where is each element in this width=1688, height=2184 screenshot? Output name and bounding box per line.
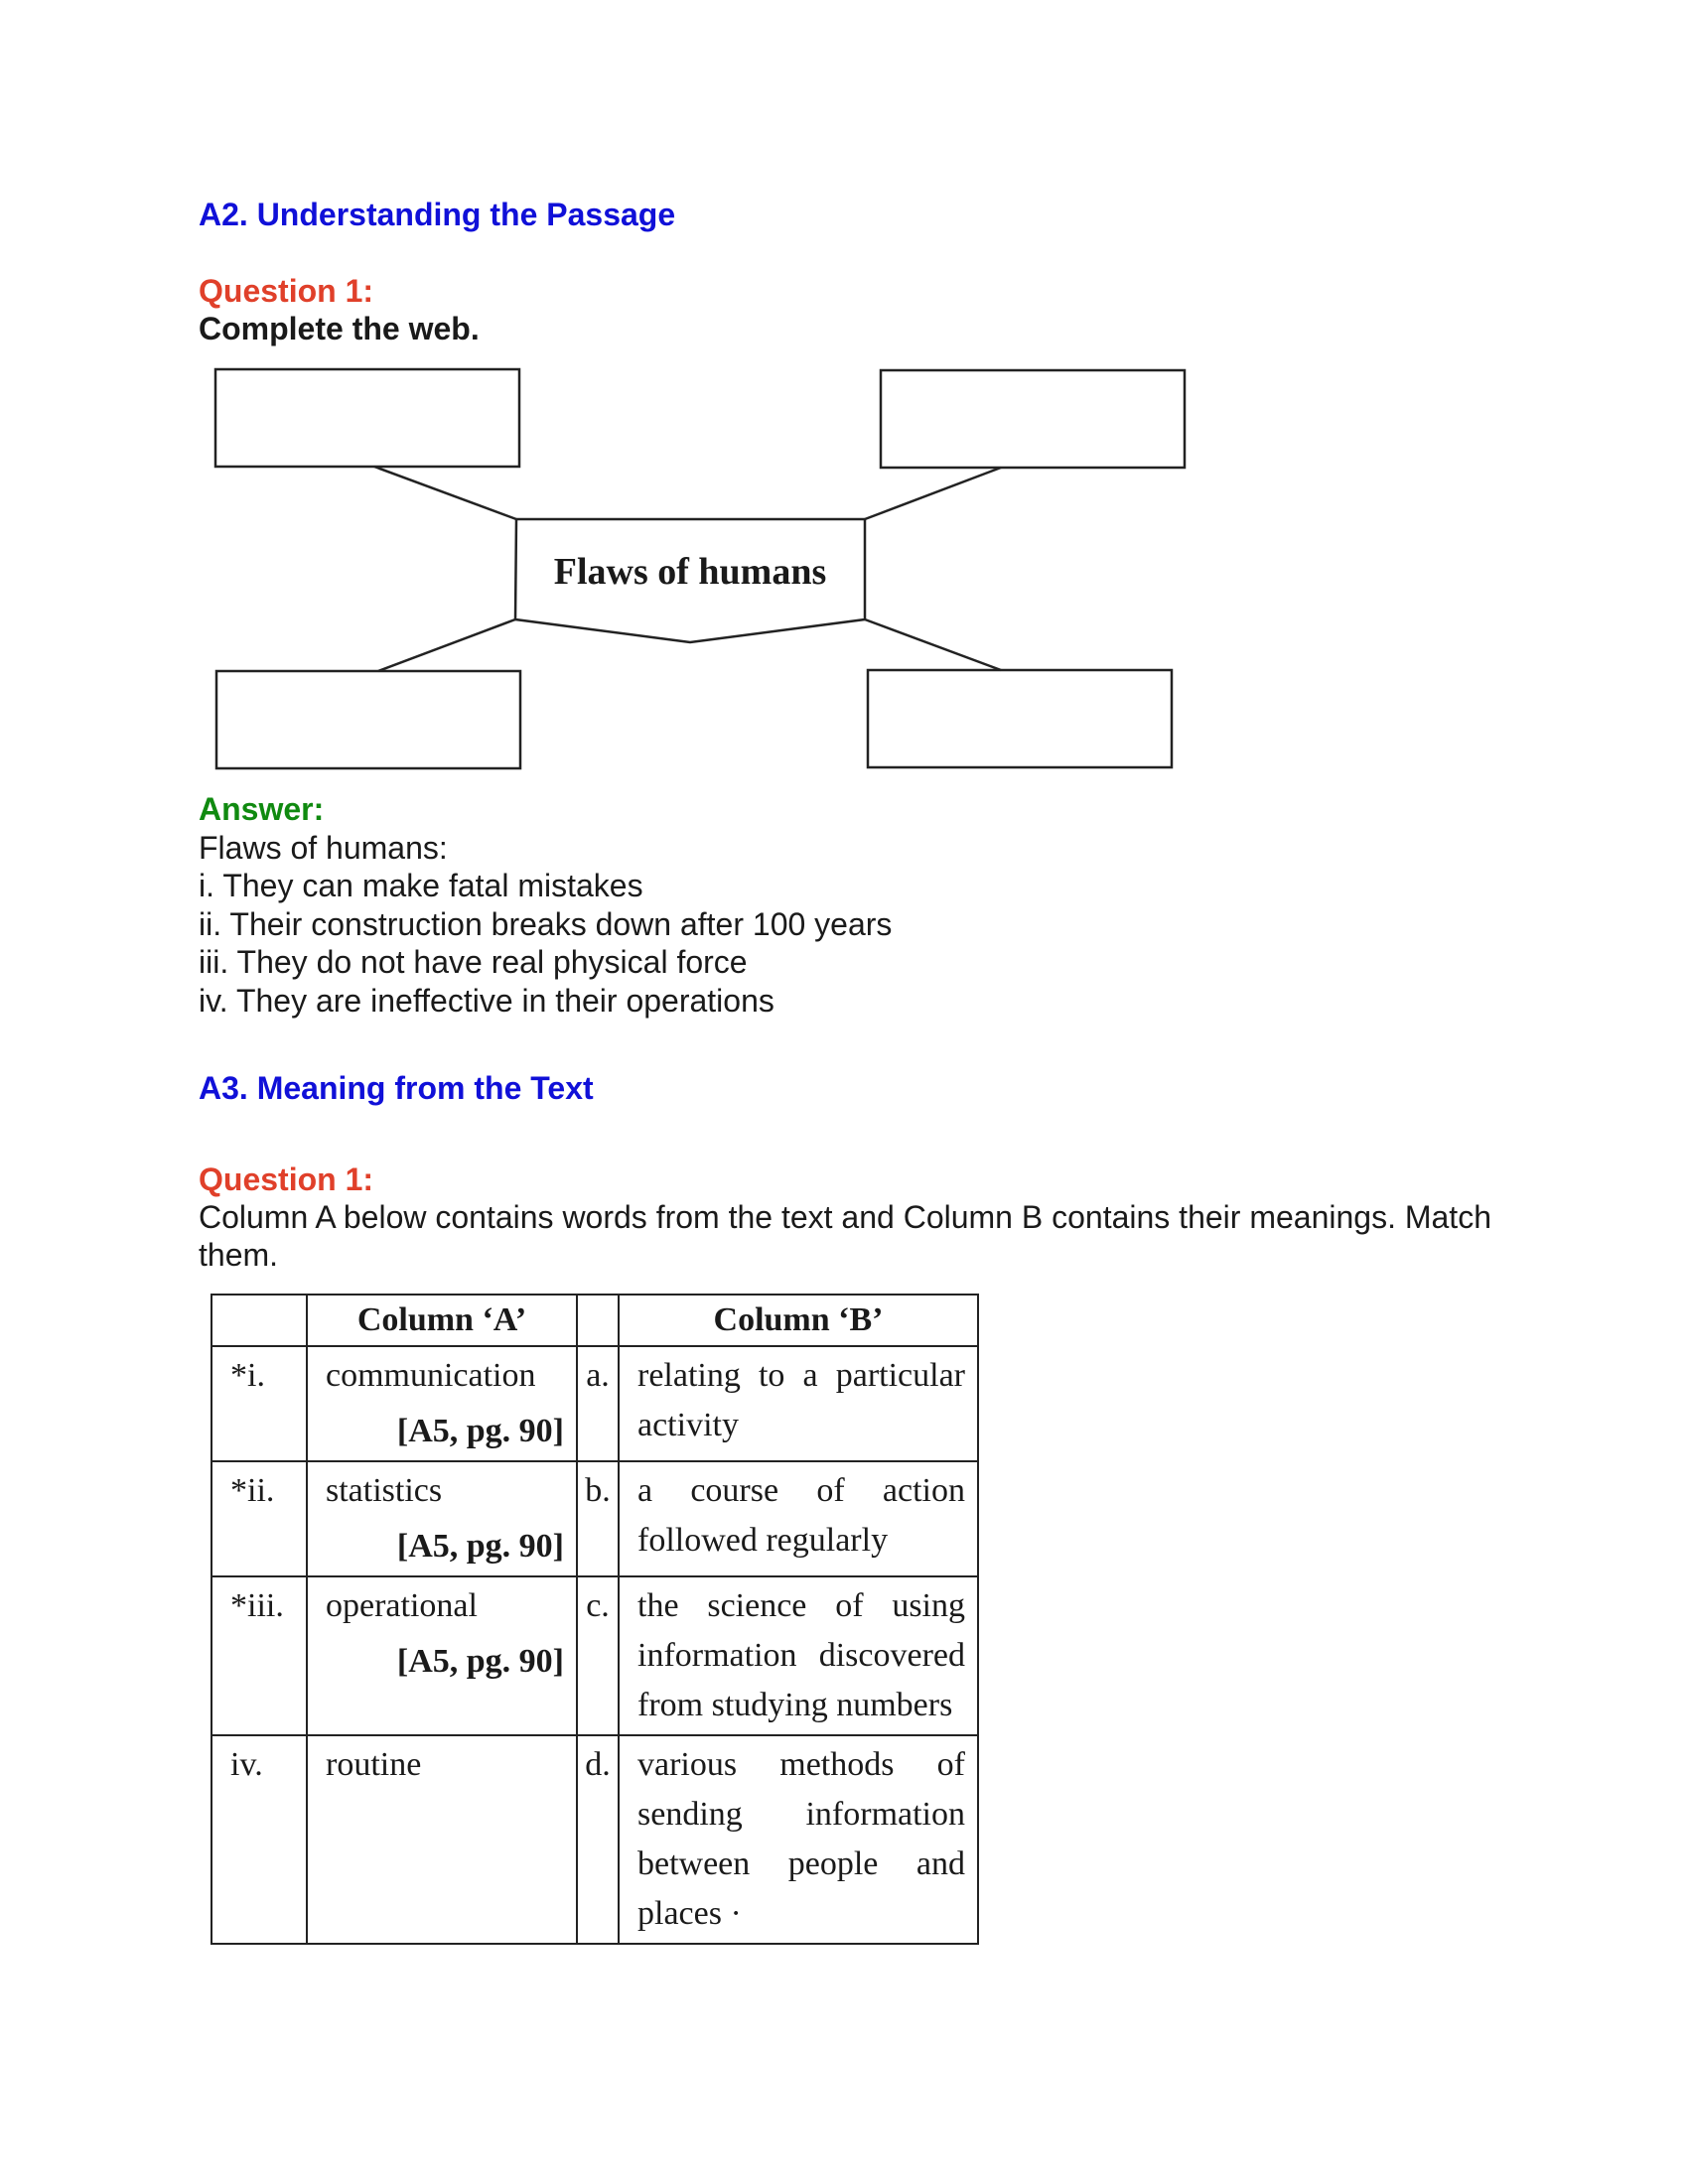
web-center-label: Flaws of humans (553, 551, 827, 593)
row-letter: c. (577, 1576, 619, 1735)
row-word: statistics (326, 1472, 443, 1509)
row-number: iv. (211, 1735, 307, 1944)
row-word-cell (307, 1576, 577, 1735)
web-empty-box-top-left (215, 369, 519, 467)
row-reference: [A5, pg. 90] (396, 1528, 564, 1565)
row-word-cell (307, 1735, 577, 1944)
row-meaning: various methods of sending information between people and places · (619, 1735, 978, 1944)
section-a3-question-label: Question 1: (199, 1161, 374, 1197)
web-empty-box-top-right (881, 370, 1185, 468)
answer-list (199, 867, 892, 1020)
row-meaning: the science of using information discovered from studying numbers (619, 1576, 978, 1735)
row-word: communication (326, 1357, 536, 1394)
row-reference: [A5, pg. 90] (396, 1413, 564, 1449)
header-column-b: Column ‘B’ (619, 1295, 978, 1346)
answer-item: iii. They do not have real physical force (199, 944, 748, 980)
matching-table (211, 1294, 979, 1945)
section-a2-answer-block (199, 829, 892, 1020)
table-row (211, 1346, 978, 1461)
row-number: *iii. (211, 1576, 307, 1735)
header-column-a: Column ‘A’ (307, 1295, 577, 1346)
row-word-cell (307, 1346, 577, 1461)
answer-item: ii. Their construction breaks down after 100 years (199, 905, 893, 942)
row-word-cell (307, 1461, 577, 1576)
web-connector-bottom-left (378, 619, 515, 671)
row-number: *i. (211, 1346, 307, 1461)
web-empty-box-bottom-right (868, 670, 1172, 767)
section-a2-question-label: Question 1: (199, 273, 374, 309)
header-empty-letter (577, 1295, 619, 1346)
web-connector-top-left (374, 467, 516, 519)
header-empty-num (211, 1295, 307, 1346)
answer-item: i. They can make fatal mistakes (199, 868, 643, 903)
section-a2-heading: A2. Understanding the Passage (199, 197, 676, 232)
section-a3-question-text: Column A below contains words from the text and Column B contains their meanings. Match them. (199, 1199, 1491, 1273)
section-a2-question-text: Complete the web. (199, 311, 480, 346)
web-empty-box-bottom-left (216, 671, 520, 768)
row-word: routine (326, 1746, 422, 1783)
answer-item: iv. They are ineffective in their operations (199, 982, 774, 1019)
table-row (211, 1576, 978, 1735)
row-letter: b. (577, 1461, 619, 1576)
table-row (211, 1735, 978, 1944)
section-a2-answer-label: Answer: (199, 791, 325, 827)
flaws-web-diagram (199, 357, 1192, 774)
row-meaning: a course of action followed regularly (619, 1461, 978, 1576)
row-letter: a. (577, 1346, 619, 1461)
table-header-row (211, 1295, 978, 1346)
section-a3-heading: A3. Meaning from the Text (199, 1070, 594, 1106)
web-connector-bottom-right (865, 619, 1001, 670)
row-reference: [A5, pg. 90] (396, 1643, 564, 1680)
row-number: *ii. (211, 1461, 307, 1576)
row-meaning: relating to a particular activity (619, 1346, 978, 1461)
table-row (211, 1461, 978, 1576)
web-connector-top-right (865, 468, 1001, 519)
row-letter: d. (577, 1735, 619, 1944)
answer-intro: Flaws of humans: (199, 830, 448, 866)
row-word: operational (326, 1587, 478, 1624)
